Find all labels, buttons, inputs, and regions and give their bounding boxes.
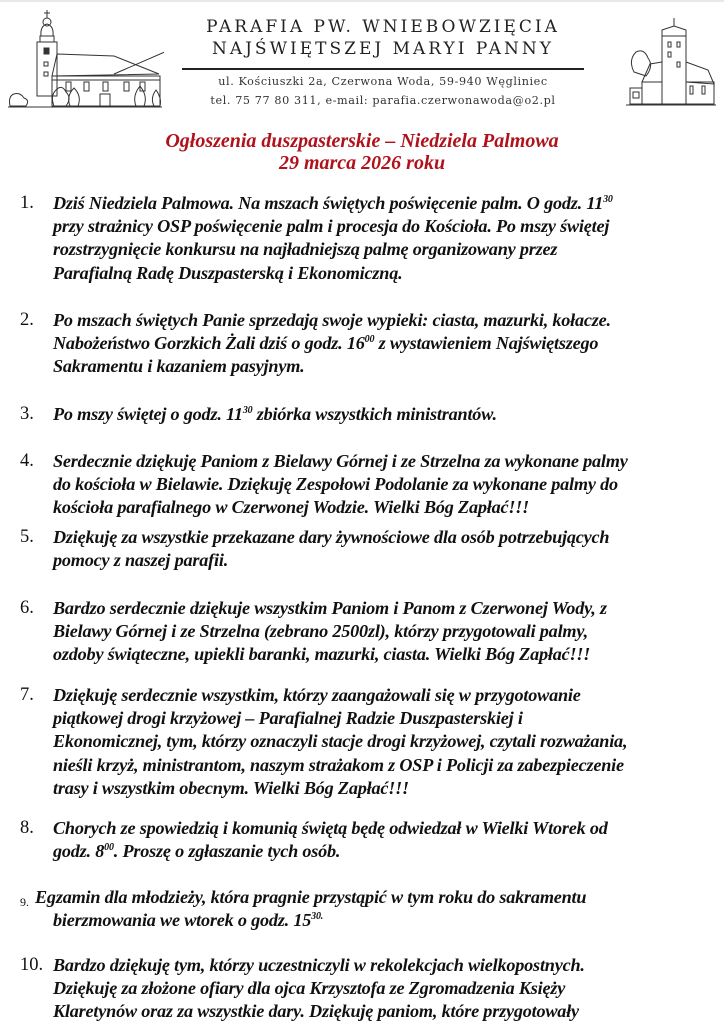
text-line: nieśli krzyż, ministrantom, naszym strażakom z OSP i Policji za zabezpieczenie	[53, 754, 624, 775]
church-drawing-icon	[4, 6, 164, 110]
text-line: Dziękuję za złożone ofiary dla ojca Krzysztofa ze Zgromadzenia Księży	[53, 978, 566, 999]
text-line: piątkowej drogi krzyżowej – Parafialnej Radzie Duszpasterskiej i	[53, 708, 523, 729]
item-text	[53, 192, 713, 285]
item-number: 3.	[20, 404, 34, 424]
item-text	[53, 597, 713, 667]
parish-name-line2: NAJŚWIĘTSZEJ MARYI PANNY	[211, 39, 555, 59]
item-text	[35, 886, 713, 932]
text-line: . Proszę o zgłaszanie tych osób.	[113, 841, 341, 862]
text-line: Bardzo dziękuję tym, którzy uczestniczyli w rekolekcjach wielkopostnych.	[53, 955, 585, 975]
superscript-time: 30.	[311, 911, 324, 923]
text-line: Bardzo serdecznie dziękuje wszystkim Paniom i Panom z Czerwonej Wody, z	[53, 598, 607, 618]
text-line: Dziękuję serdecznie wszystkim, którzy zaangażowali się w przygotowanie	[53, 685, 581, 705]
text-line: ozdoby świąteczne, upiekli baranki, mazurki, ciasta. Wielki Bóg Zapłać!!!	[53, 644, 591, 665]
item-number: 7.	[20, 685, 34, 705]
text-line: Chorych ze spowiedzią i komunią świętą będę odwiedzał w Wielki Wtorek od	[53, 818, 608, 838]
text-line: trasy i wszystkim obecnym. Wielki Bóg Zapłać!!!	[53, 777, 409, 798]
text-line: do kościoła w Bielawie. Dziękuję Zespołowi Podolanie za wykonane palmy do	[53, 474, 618, 495]
text-line: Dziękuję za wszystkie przekazane dary żywnościowe dla osób potrzebujących	[53, 527, 610, 547]
text-line: Po mszy świętej o godz. 11	[53, 404, 243, 424]
item-number: 4.	[20, 451, 34, 471]
header-divider	[182, 68, 584, 70]
phone-email: tel. 75 77 80 311, e-mail: parafia.czerwonawoda@o2.pl	[210, 94, 556, 107]
text-line: kościoła parafialnego w Czerwonej Wodzie. Wielki Bóg Zapłać!!!	[53, 497, 529, 518]
superscript-time: 30	[242, 404, 253, 416]
parish-name-line1: PARAFIA PW. WNIEBOWZIĘCIA	[206, 17, 560, 37]
item-text	[53, 817, 713, 863]
item-text	[53, 684, 713, 800]
superscript-time: 00	[104, 842, 114, 854]
text-line: Serdecznie dziękuję Paniom z Bielawy Górnej i ze Strzelna za wykonane palmy	[53, 451, 628, 471]
text-line: zbiórka wszystkich ministrantów.	[252, 404, 497, 424]
text-line: rozstrzygnięcie konkursu na najładniejszą palmę organizowany przez	[53, 239, 558, 260]
announcements-title	[0, 130, 724, 174]
item-text	[53, 403, 713, 426]
text-line: Bielawy Górnej i ze Strzelna (zebrano 2500zl), którzy przygotowali palmy,	[53, 621, 588, 642]
item-text	[53, 954, 713, 1024]
letterhead	[0, 0, 724, 120]
text-line: Nabożeństwo Gorzkich Żali dziś o godz. 16	[53, 333, 365, 354]
text-line: Egzamin dla młodzieży, która pragnie przystąpić w tym roku do sakramentu	[35, 887, 587, 907]
item-number: 10.	[20, 955, 44, 975]
item-number: 6.	[20, 598, 34, 618]
date-line: 29 marca 2026 roku	[278, 152, 446, 174]
item-number: 5.	[20, 527, 34, 547]
item-number: 2.	[20, 310, 34, 330]
parish-name	[182, 16, 584, 60]
text-line: Klaretynów oraz za wszystkie dary. Dziękuję paniom, które przygotowały	[53, 1001, 579, 1022]
superscript-time: 30	[603, 193, 613, 205]
title-line: Ogłoszenia duszpasterskie – Niedziela Palmowa	[165, 130, 559, 152]
text-line: Dziś Niedziela Palmowa. Na mszach świętych poświęcenie palm. O godz. 11	[53, 193, 604, 213]
text-line: godz. 8	[53, 841, 105, 862]
item-text	[53, 526, 713, 572]
item-text	[53, 309, 713, 379]
text-line: Parafialną Radę Duszpasterską i Ekonomiczną.	[53, 262, 403, 283]
text-line: Po mszach świętych Panie sprzedają swoje wypieki: ciasta, mazurki, kołacze.	[53, 310, 611, 330]
item-text	[53, 450, 713, 520]
item-number: 9.	[20, 895, 29, 909]
church-tower-drawing-icon	[590, 12, 718, 110]
text-line: pomocy z naszej parafii.	[53, 550, 229, 571]
superscript-time: 00	[364, 334, 375, 346]
address: ul. Kościuszki 2a, Czerwona Woda, 59-940 Węgliniec	[218, 75, 548, 88]
item-number: 8.	[20, 818, 34, 838]
text-line: Sakramentu i kazaniem pasyjnym.	[53, 356, 305, 377]
contact-block	[182, 72, 584, 110]
text-line: przy strażnicy OSP poświęcenie palm i procesja do Kościoła. Po mszy świętej	[53, 216, 610, 237]
text-line: bierzmowania we wtorek o godz. 15	[53, 910, 312, 931]
text-line: Ekonomicznej, tym, którzy oznaczyli stacje drogi krzyżowej, czytali rozważania,	[53, 731, 628, 752]
text-line: z wystawieniem Najświętszego	[374, 333, 599, 354]
item-number: 1.	[20, 193, 34, 213]
